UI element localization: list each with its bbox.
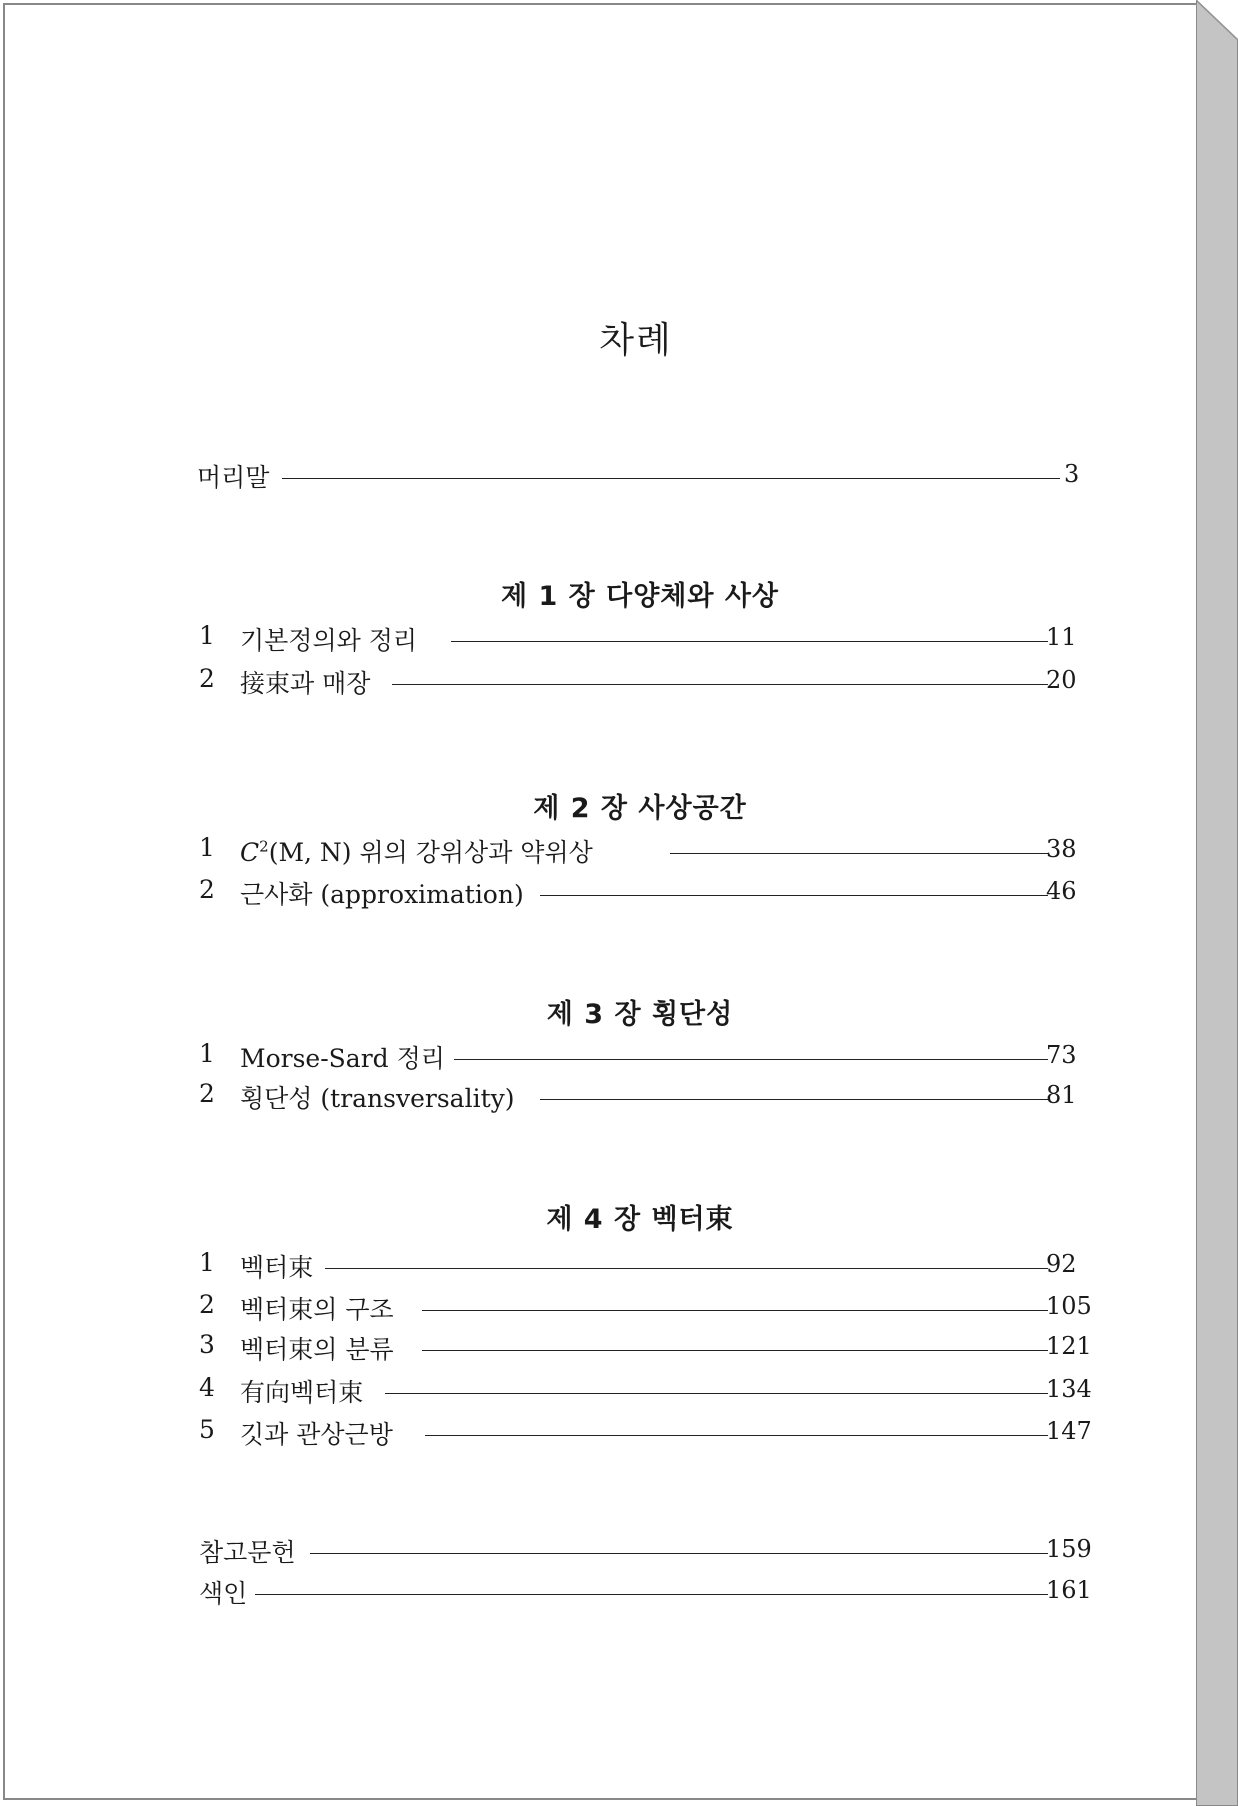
leader-line (255, 1594, 1048, 1595)
toc-page-number: 92 (1046, 1250, 1077, 1278)
toc-number: 3 (199, 1330, 215, 1359)
leader-line (425, 1435, 1048, 1436)
toc-number: 2 (199, 664, 215, 693)
toc-number: 2 (199, 1290, 215, 1319)
chapter-heading: 제 2 장 사상공간 (533, 793, 747, 824)
leader-line (325, 1268, 1048, 1269)
leader-line (385, 1393, 1048, 1394)
leader-line (310, 1553, 1048, 1554)
toc-row[interactable] (0, 1373, 1238, 1413)
toc-row[interactable] (0, 1290, 1238, 1330)
toc-row-preface[interactable] (0, 458, 1238, 498)
leader-line (670, 853, 1048, 854)
toc-label: 기본정의와 정리 (240, 626, 417, 655)
toc-page-number: 159 (1046, 1535, 1092, 1563)
toc-page-number: 81 (1046, 1081, 1077, 1109)
toc-row[interactable] (0, 621, 1238, 661)
toc-label (240, 833, 593, 869)
toc-row[interactable] (0, 1079, 1238, 1119)
toc-page-number: 105 (1046, 1292, 1092, 1320)
toc-label: 接束과 매장 (240, 669, 371, 698)
toc-row[interactable] (0, 1248, 1238, 1288)
toc-page-number: 46 (1046, 877, 1077, 905)
toc-label: 근사화 (approximation) (240, 880, 524, 909)
toc-number: 1 (199, 1039, 215, 1068)
toc-number: 1 (199, 833, 215, 862)
toc-label-rest: (M, N) 위의 강위상과 약위상 (268, 838, 593, 867)
toc-page-number: 11 (1046, 623, 1077, 651)
toc-label: 벡터束 (240, 1253, 314, 1282)
leader-line (540, 1099, 1048, 1100)
toc-number: 1 (199, 621, 215, 650)
toc-row-index[interactable] (0, 1574, 1238, 1614)
toc-label: 참고문헌 (199, 1538, 296, 1567)
toc-number: 5 (199, 1415, 215, 1444)
toc-label: 有向벡터束 (240, 1378, 364, 1407)
toc-label: 색인 (199, 1579, 248, 1608)
toc-row[interactable] (0, 1039, 1238, 1079)
toc-row[interactable] (0, 1415, 1238, 1455)
toc-row[interactable] (0, 875, 1238, 915)
toc-row[interactable] (0, 1330, 1238, 1370)
toc-row[interactable] (0, 833, 1238, 873)
chapter-heading: 제 1 장 다양체와 사상 (500, 581, 780, 612)
chapter-heading: 제 4 장 벡터束 (546, 1204, 734, 1235)
toc-page-number: 134 (1046, 1375, 1092, 1403)
toc-page-number: 73 (1046, 1041, 1077, 1069)
toc-label: 횡단성 (transversality) (240, 1084, 515, 1113)
toc-label-superscript: 2 (259, 837, 269, 856)
leader-line (451, 641, 1048, 642)
toc-label: 벡터束의 분류 (240, 1335, 394, 1364)
toc-label-math: C (240, 838, 260, 867)
toc-number: 4 (199, 1373, 215, 1402)
toc-row-references[interactable] (0, 1533, 1238, 1573)
leader-line (392, 684, 1048, 685)
page-title: 차례 (599, 320, 673, 361)
chapter-heading: 제 3 장 횡단성 (546, 999, 734, 1030)
leader-line (540, 895, 1048, 896)
toc-number: 2 (199, 875, 215, 904)
leader-line (282, 478, 1060, 479)
toc-label: 머리말 (197, 463, 270, 492)
toc-page-number: 3 (1064, 460, 1080, 488)
leader-line (422, 1310, 1048, 1311)
toc-label: 벡터束의 구조 (240, 1295, 394, 1324)
toc-number: 1 (199, 1248, 215, 1277)
toc-page-number: 38 (1046, 835, 1077, 863)
toc-label: 깃과 관상근방 (240, 1420, 393, 1449)
toc-page-number: 161 (1046, 1576, 1092, 1604)
toc-page-number: 20 (1046, 666, 1077, 694)
toc-label: Morse-Sard 정리 (240, 1044, 445, 1073)
leader-line (422, 1350, 1048, 1351)
leader-line (454, 1059, 1048, 1060)
toc-number: 2 (199, 1079, 215, 1108)
toc-row[interactable] (0, 664, 1238, 704)
toc-page-number: 147 (1046, 1417, 1092, 1445)
toc-page-number: 121 (1046, 1332, 1092, 1360)
